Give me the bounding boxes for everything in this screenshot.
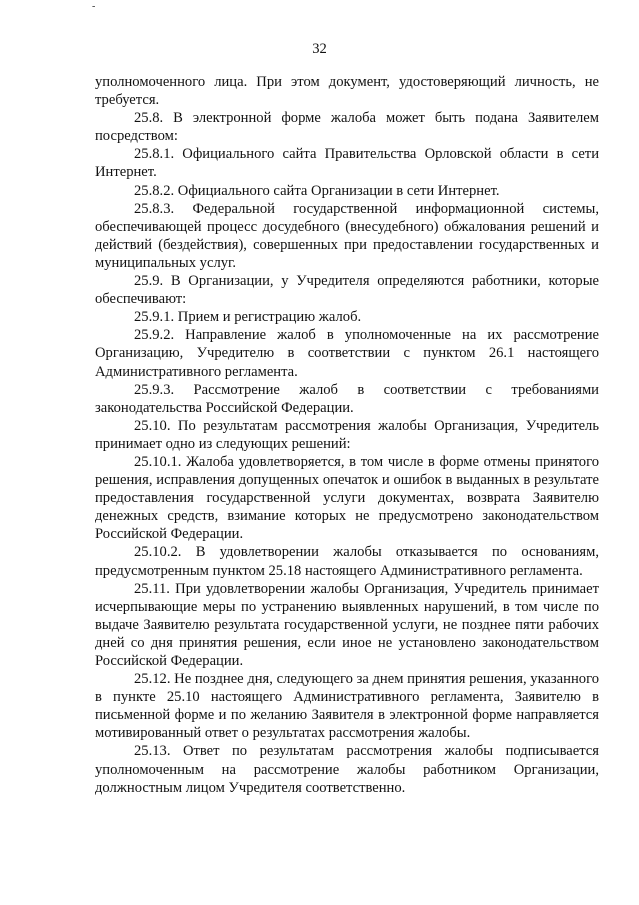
document-body (95, 73, 599, 797)
paragraph-25-10: 25.10. По результатам рассмотрения жалобы Организация, Учредитель принимает одно из следующих решений: (95, 417, 599, 452)
paragraph-25-9: 25.9. В Организации, у Учредителя определяются работники, которые обеспечивают: (95, 273, 599, 308)
paragraph-25-11: 25.11. При удовлетворении жалобы Организация, Учредитель принимает исчерпывающие меры по устранению выявленных нарушений, в том числе по выдаче Заявителю результата государственной услуги, не позднее пяти рабочих дней со дня принятия решения, если иное не установлено законодательством Российской Федерации. (95, 580, 599, 669)
paragraph-25-13: 25.13. Ответ по результатам рассмотрения жалобы подписывается уполномоченным на рассмотрение жалобы работником Организации, должностным лицом Учредителя соответственно. (95, 743, 599, 796)
paragraph-25-8-3: 25.8.3. Федеральной государственной информационной системы, обеспечивающей процесс досудебного (внесудебного) обжалования решений и действий (бездействия), совершенных при предоставлении государственных и муниципальных услуг. (95, 200, 599, 271)
page-number: 32 (312, 41, 327, 57)
paragraph-25-10-1: 25.10.1. Жалоба удовлетворяется, в том числе в форме отмены принятого решения, исправления допущенных опечаток и ошибок в выданных в результате предоставления государственной услуги документах, возврата Заявителю денежных средств, взимание которых не предусмотрено законодательством Российской Федерации. (95, 453, 599, 543)
paragraph-25-9-3: 25.9.3. Рассмотрение жалоб в соответствии с требованиями законодательства Российской Федерации. (95, 381, 599, 416)
scan-mark: - (92, 1, 96, 12)
paragraph-25-9-2: 25.9.2. Направление жалоб в уполномоченные на их рассмотрение Организацию, Учредителю в соответствии с пунктом 26.1 настоящего Административного регламента. (95, 327, 599, 380)
paragraph-continuation: уполномоченного лица. При этом документ, удостоверяющий личность, не требуется. (95, 74, 599, 109)
paragraph-25-10-2: 25.10.2. В удовлетворении жалобы отказывается по основаниям, предусмотренным пунктом 25.18 настоящего Административного регламента. (95, 544, 599, 579)
paragraph-25-12: 25.12. Не позднее дня, следующего за днем принятия решения, указанного в пункте 25.10 настоящего Административного регламента, Заявителю в письменной форме и по желанию Заявителя в электронной форме направляется мотивированный ответ о результатах рассмотрения жалобы. (95, 671, 599, 742)
paragraph-25-9-1: 25.9.1. Прием и регистрацию жалоб. (134, 309, 362, 326)
paragraph-25-8-1: 25.8.1. Официального сайта Правительства Орловской области в сети Интернет. (95, 146, 599, 181)
paragraph-25-8-2: 25.8.2. Официального сайта Организации в сети Интернет. (134, 182, 500, 199)
paragraph-25-8: 25.8. В электронной форме жалоба может быть подана Заявителем посредством: (95, 110, 599, 145)
